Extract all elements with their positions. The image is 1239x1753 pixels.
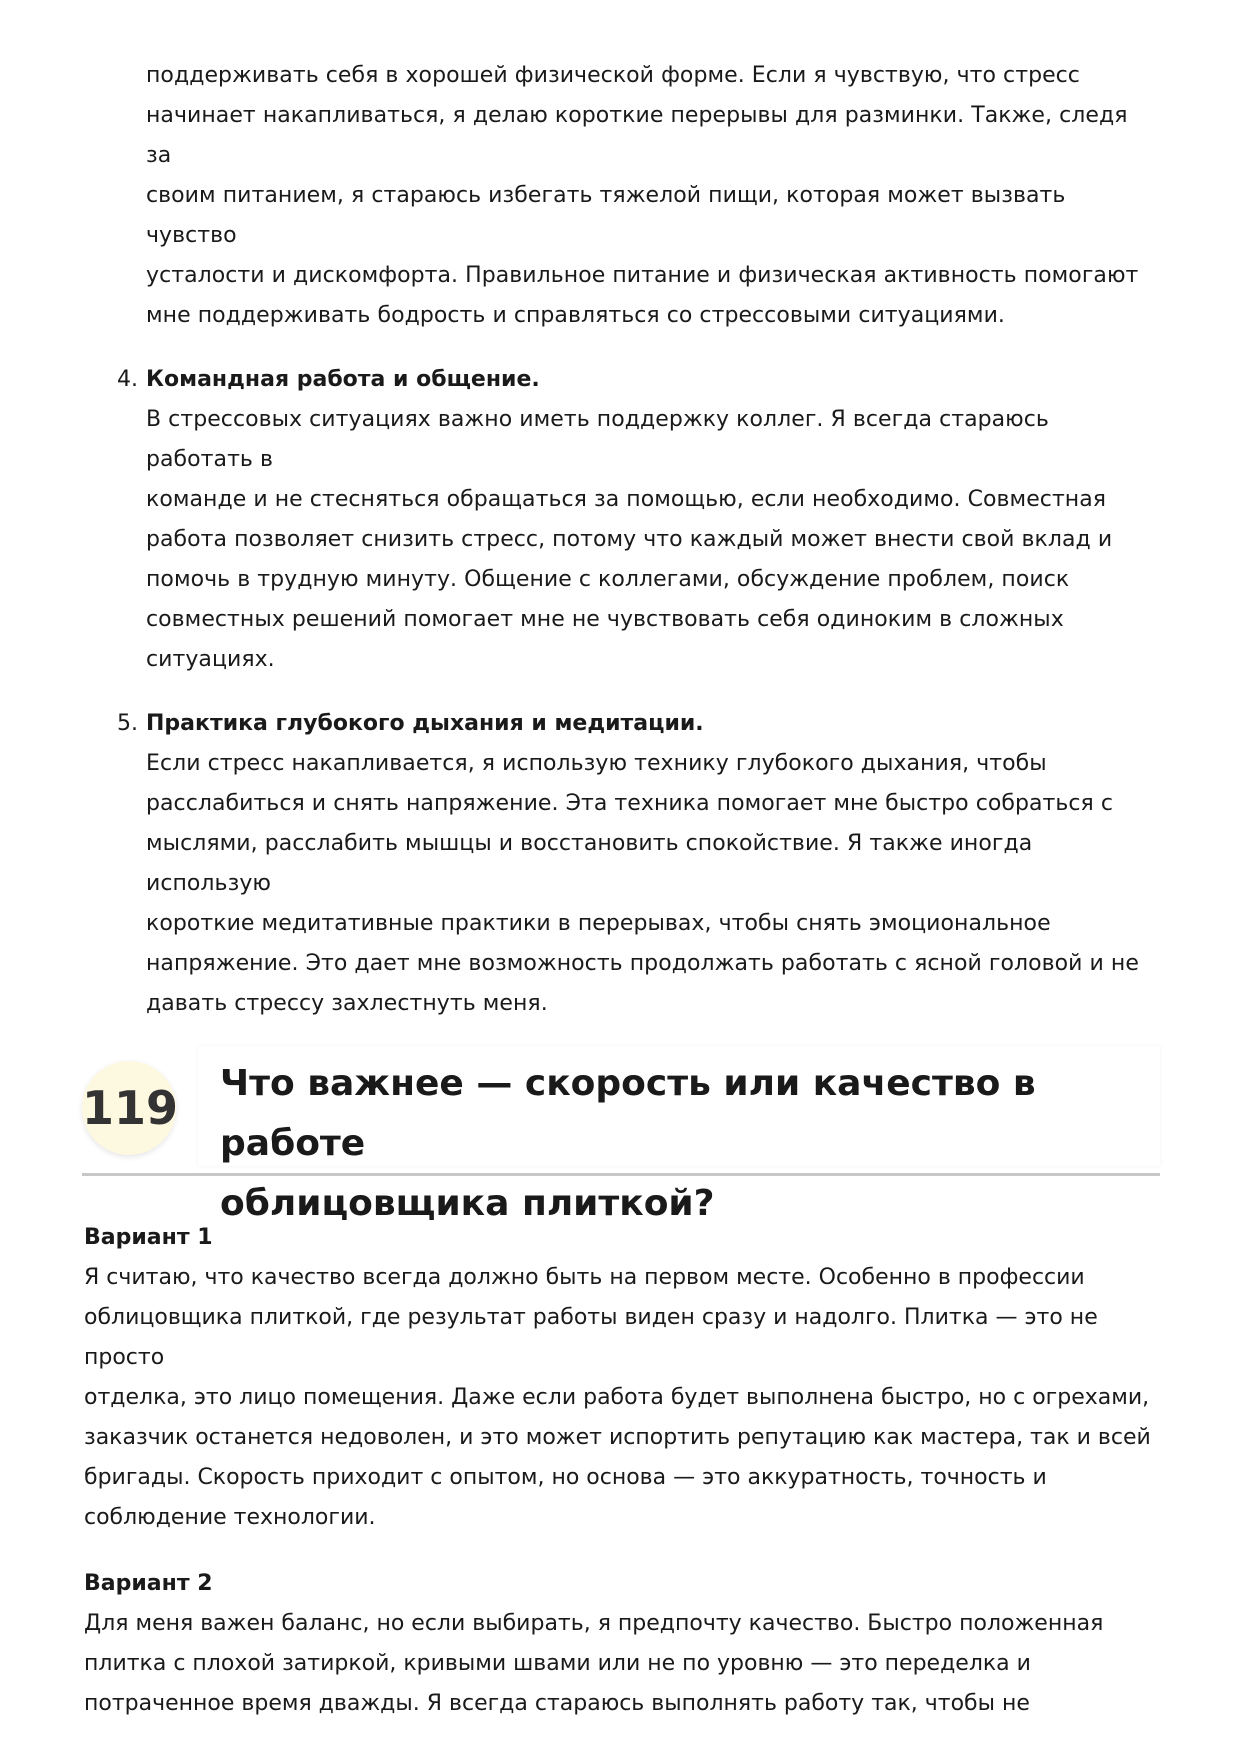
answer-tips-list <box>117 56 1156 1048</box>
list-item-body: В стрессовых ситуациях важно иметь поддержку коллег. Я всегда стараюсь работать в команде и не стесняться обращаться за помощью, если необходимо. Совместная работа позволяет снизить стресс, потому что каждый может внести свой вклад и помочь в трудную минуту. Общение с коллегами, обсуждение проблем, поиск совместных решений помогает мне не чувствовать себя одиноким в сложных ситуациях. <box>146 407 1113 672</box>
list-item-body: Если стресс накапливается, я использую технику глубокого дыхания, чтобы расслабиться и снять напряжение. Эта техника помогает мне быстро собраться с мыслями, расслабить мышцы и восстановить спокойствие. Я также иногда использую короткие медитативные практики в перерывах, чтобы снять эмоциональное напряжение. Это дает мне возможность продолжать работать с ясной головой и не давать стрессу захлестнуть меня. <box>146 751 1139 1016</box>
list-item-body: поддерживать себя в хорошей физической форме. Если я чувствую, что стресс начинает накапливаться, я делаю короткие перерывы для разминки. Также, следя за своим питанием, я стараюсь избегать тяжелой пищи, которая может вызвать чувство усталости и дискомфорта. Правильное питание и физическая активность помогают мне поддерживать бодрость и справляться со стрессовыми ситуациями. <box>146 63 1139 328</box>
question-number-badge: 119 <box>82 1061 176 1155</box>
answer-variant-body: Для меня важен баланс, но если выбирать, я предпочту качество. Быстро положенная плитка с плохой затиркой, кривыми швами или не по уровню — это переделка и потраченное время дважды. Я всегда стараюсь выполнять работу так, чтобы не <box>84 1611 1104 1716</box>
answer-variants <box>84 1218 1174 1750</box>
question-divider <box>82 1173 1160 1176</box>
list-item-number: 5. <box>117 711 138 736</box>
answer-variant <box>84 1218 1174 1538</box>
list-item <box>117 360 1156 680</box>
list-item <box>117 704 1156 1024</box>
question-header <box>82 1046 1160 1224</box>
question-title: Что важнее — скорость или качество в работе облицовщика плиткой? <box>220 1063 1036 1224</box>
answer-variant <box>84 1564 1174 1724</box>
list-item-title: Командная работа и общение. <box>146 367 540 392</box>
answer-variant-title: Вариант 2 <box>84 1571 213 1596</box>
answer-variant-title: Вариант 1 <box>84 1225 213 1250</box>
list-item <box>146 56 1156 336</box>
list-item-title: Практика глубокого дыхания и медитации. <box>146 711 704 736</box>
list-item-number: 4. <box>117 367 138 392</box>
answer-variant-body: Я считаю, что качество всегда должно быть на первом месте. Особенно в профессии облицовщика плиткой, где результат работы виден сразу и надолго. Плитка — это не просто отделка, это лицо помещения. Даже если работа будет выполнена быстро, но с огрехами, заказчик останется недоволен, и это может испортить репутацию как мастера, так и всей бригады. Скорость приходит с опытом, но основа — это аккуратность, точность и соблюдение технологии. <box>84 1265 1151 1530</box>
